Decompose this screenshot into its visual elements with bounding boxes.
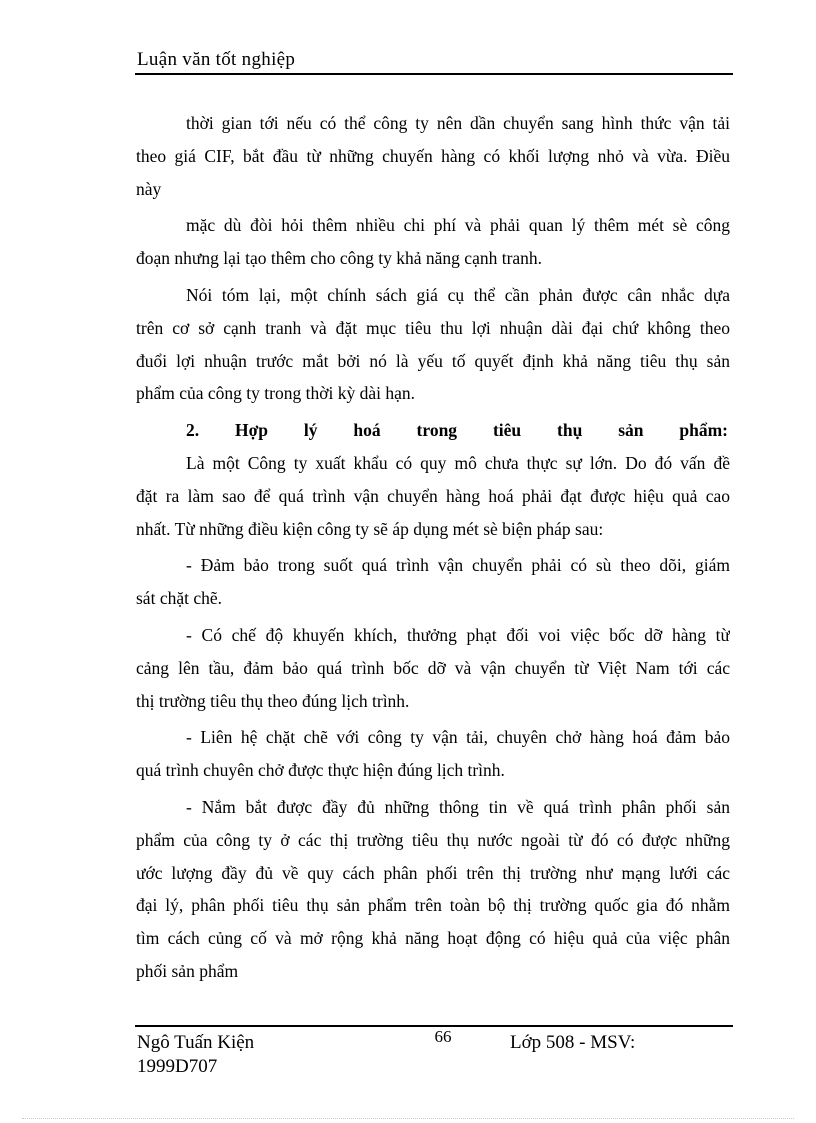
paragraph-line: thời gian tới nếu có thể công ty nên dần chuyển sang hình thức vận tải xyxy=(186,113,730,133)
paragraph-line: phối sản phẩm xyxy=(136,960,239,981)
paragraph-line: cảng lên tầu, đảm bảo quá trình bốc dỡ và vận chuyển từ Việt Nam tới các xyxy=(136,657,730,678)
paragraph-line: - Đảm bảo trong suốt quá trình vận chuyển phải có sù theo dõi, giám xyxy=(186,555,730,576)
page-bottom-border xyxy=(22,1118,794,1119)
footer-class-label: Lớp 508 - MSV: xyxy=(510,1032,636,1053)
paragraph-line: Nói tóm lại, một chính sách giá cụ thể cần phản được cân nhắc dựa xyxy=(186,284,730,305)
paragraph-line: thị trường tiêu thụ theo đúng lịch trình. xyxy=(136,690,410,711)
paragraph-line: đặt ra làm sao để quá trình vận chuyển hàng hoá phải đạt được hiệu quả cao xyxy=(136,485,730,506)
body-text xyxy=(136,107,730,988)
paragraph-line: đại lý, phân phối tiêu thụ sản phẩm trên toàn bộ thị trường quốc gia đó nhằm xyxy=(136,895,730,916)
paragraph-line: - Nắm bắt được đầy đủ những thông tin về quá trình phân phối sản xyxy=(186,796,730,817)
paragraph-line: mặc dù đòi hỏi thêm nhiều chi phí và phải quan lý thêm mét sè công xyxy=(186,215,730,236)
paragraph-line: nhất. Từ những điều kiện công ty sẽ áp dụng mét sè biện pháp sau: xyxy=(136,518,604,539)
paragraph-line: này xyxy=(136,178,162,199)
paragraph-line: Là một Công ty xuất khẩu có quy mô chưa thực sự lớn. Do đó vấn đề xyxy=(186,452,730,473)
paragraph-line: ước lượng đầy đủ về quy cách phân phối trên thị trường như mạng lưới các xyxy=(136,862,730,883)
footer-student-id: 1999D707 xyxy=(137,1056,218,1077)
paragraph-line: phẩm của công ty ở các thị trường tiêu thụ nước ngoài từ đó có được những xyxy=(136,829,730,850)
page-header-title: Luận văn tốt nghiệp xyxy=(137,49,296,70)
page-number: 66 xyxy=(434,1027,452,1046)
paragraph-line: sát chặt chẽ. xyxy=(136,588,222,609)
header-divider xyxy=(135,73,733,75)
section-heading: 2. Hợp lý hoá trong tiêu thụ sản phẩm: xyxy=(186,420,728,441)
paragraph-line: trên cơ sở cạnh tranh và đặt mục tiêu thu lợi nhuận dài đại chứ không theo xyxy=(136,317,730,338)
paragraph-line: đuổi lợi nhuận trước mắt bởi nó là yếu tố quyết định khả năng tiêu thụ sản xyxy=(136,350,730,371)
paragraph-line: tìm cách củng cố và mở rộng khả năng hoạt động có hiệu quả của việc phân xyxy=(136,928,730,949)
paragraph-line: quá trình chuyên chở được thực hiện đúng lịch trình. xyxy=(136,760,505,781)
footer-author: Ngô Tuấn Kiện xyxy=(137,1032,255,1053)
paragraph-line: - Liên hệ chặt chẽ với công ty vận tải, chuyên chở hàng hoá đảm bảo xyxy=(186,727,730,748)
paragraph-line: - Có chế độ khuyến khích, thưởng phạt đối voi việc bốc dỡ hàng từ xyxy=(186,624,730,645)
paragraph-line: phẩm của công ty trong thời kỳ dài hạn. xyxy=(136,383,415,404)
paragraph-line: đoạn nhưng lại tạo thêm cho công ty khả năng cạnh tranh. xyxy=(136,248,543,269)
paragraph-line: theo giá CIF, bắt đầu từ những chuyến hàng có khối lượng nhỏ và vừa. Điều xyxy=(136,145,730,166)
